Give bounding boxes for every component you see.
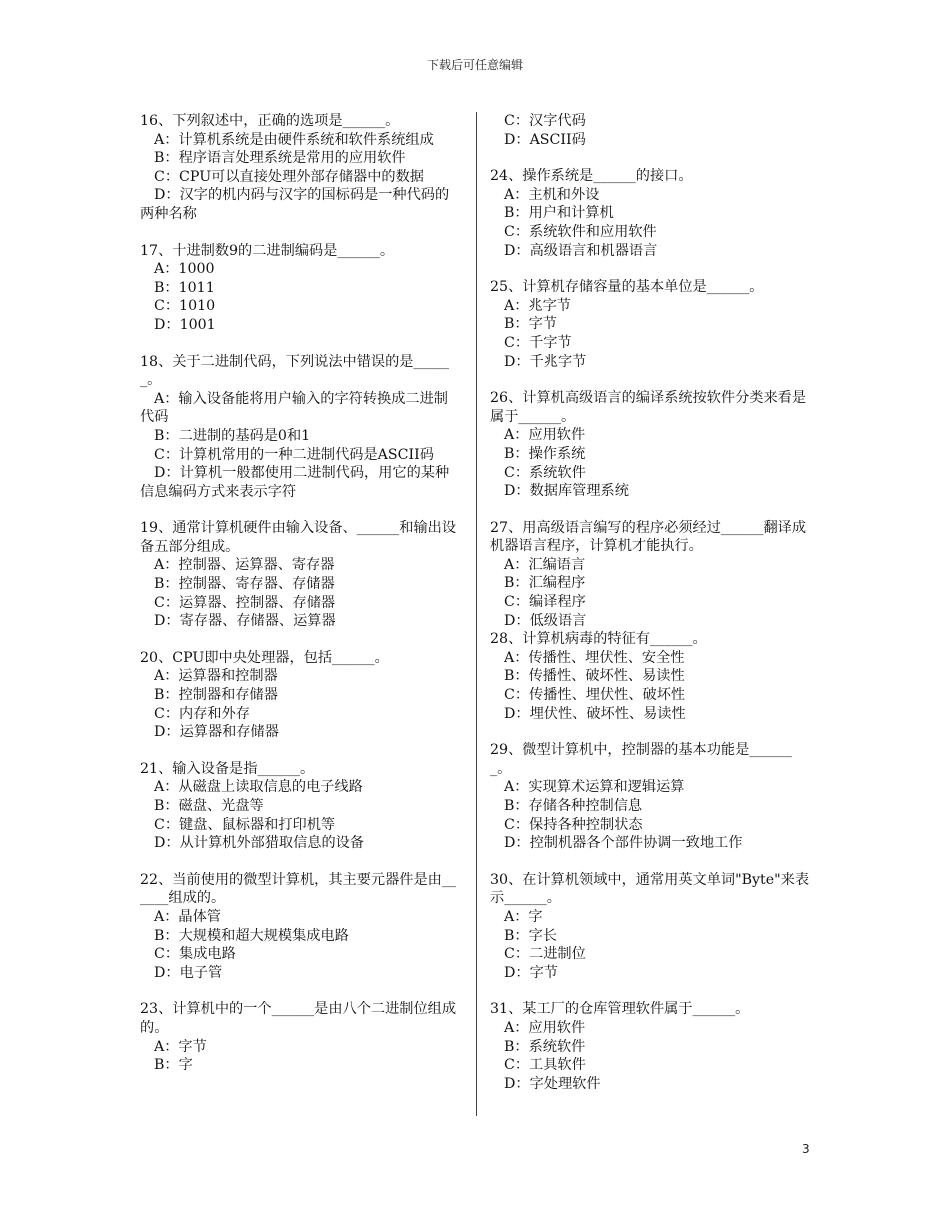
option-c: C：内存和外存: [154, 705, 250, 722]
option-d: D：字节: [504, 964, 558, 981]
option-d: D：ASCII码: [504, 131, 586, 148]
question-number: 23: [140, 1001, 159, 1018]
option-d: D：埋伏性、破坏性、易读性: [504, 705, 686, 722]
option-b: B：系统软件: [504, 1038, 586, 1055]
question-number: 30: [490, 871, 509, 888]
page-header: 下载后可任意编辑: [426, 58, 523, 72]
option-a: A：应用软件: [504, 427, 586, 444]
question-text: [140, 242, 462, 261]
question-text: [490, 871, 812, 908]
left-column: [140, 112, 462, 1075]
page-number: 3: [802, 1142, 810, 1156]
question-number: 16: [140, 113, 159, 129]
option-c: C：传播性、埋伏性、破坏性: [504, 687, 686, 704]
option-d: D：控制机器各个部件协调一致地工作: [504, 835, 743, 852]
option-a: A：应用软件: [504, 1019, 586, 1036]
question-26: [490, 389, 812, 501]
question-25: [490, 278, 812, 371]
question-number: 29: [490, 742, 509, 759]
question-stem: 、计算机高级语言的编译系统按软件分类来看是属于______。: [490, 390, 807, 425]
option-a: A：主机和外设: [504, 186, 600, 203]
option-a: A：实现算术运算和逻辑运算: [504, 779, 685, 796]
question-text: [140, 353, 462, 390]
question-number: 22: [140, 871, 159, 888]
question-number: 25: [490, 279, 509, 296]
option-b: B：二进制的基码是0和1: [154, 427, 311, 444]
question-stem: 、用高级语言编写的程序必须经过______翻译成机器语言程序，计算机才能执行。: [490, 519, 807, 555]
option-d: D：低级语言: [504, 612, 587, 629]
question-23-continued: [490, 112, 812, 149]
option-c: C：1010: [154, 298, 216, 315]
option-c: C：系统软件和应用软件: [504, 223, 657, 240]
option-b: B：控制器和存储器: [154, 687, 278, 704]
option-c: C：二进制位: [504, 946, 586, 963]
option-b: B：1011: [154, 279, 215, 296]
question-text: [490, 389, 812, 426]
question-stem: 、CPU即中央处理器，包括______。: [158, 649, 389, 666]
option-b: B：汇编程序: [504, 575, 586, 592]
option-a: A：字节: [154, 1038, 207, 1055]
question-stem: 、下列叙述中，正确的选项是______。: [158, 113, 400, 129]
option-d: D：数据库管理系统: [504, 483, 629, 500]
question-stem: 、在计算机领域中，通常用英文单词"Byte"来表示______。: [490, 871, 810, 907]
question-stem: 、计算机存储容量的基本单位是______。: [508, 279, 764, 296]
question-text: [490, 630, 812, 649]
question-number: 27: [490, 519, 509, 536]
option-d: D：电子管: [154, 964, 223, 981]
option-a: A：从磁盘上读取信息的电子线路: [154, 779, 363, 796]
option-b: B：磁盘、光盘等: [154, 798, 264, 814]
question-number: 28: [490, 631, 509, 648]
question-30: [490, 871, 812, 983]
option-d: D：计算机一般都使用二进制代码，用它的某种信息编码方式来表示字符: [140, 465, 450, 500]
option-b: B：字长: [504, 927, 557, 944]
option-a: A：晶体管: [154, 908, 221, 925]
option-c: C：工具软件: [504, 1057, 586, 1074]
question-number: 26: [490, 390, 509, 407]
option-b: B：操作系统: [504, 445, 586, 462]
question-number: 21: [140, 760, 159, 777]
option-c: C：保持各种控制状态: [504, 816, 643, 833]
option-c: C：千字节: [504, 334, 572, 351]
question-21: [140, 760, 462, 853]
question-number: 18: [140, 353, 159, 370]
column-divider: [476, 112, 477, 1116]
question-stem: 、计算机中的一个______是由八个二进制位组成的。: [140, 1001, 457, 1036]
question-text: [490, 741, 812, 778]
question-number: 19: [140, 520, 159, 537]
question-17: [140, 242, 462, 335]
question-text: [140, 1000, 462, 1037]
option-b: B：存储各种控制信息: [504, 798, 643, 814]
option-b: B：传播性、破坏性、易读性: [504, 668, 685, 685]
question-23: [140, 1000, 462, 1074]
option-d: D：从计算机外部猎取信息的设备: [154, 835, 365, 852]
option-a: A：汇编语言: [504, 556, 586, 573]
option-d: D：千兆字节: [504, 353, 587, 370]
option-d: D：1001: [154, 316, 216, 333]
option-a: A：传播性、埋伏性、安全性: [504, 649, 685, 666]
option-a: A：输入设备能将用户输入的字符转换成二进制代码: [140, 390, 448, 426]
option-a: A：计算机系统是由硬件系统和软件系统组成: [154, 131, 434, 148]
question-text: [140, 649, 462, 668]
option-b: B：字节: [504, 316, 557, 333]
question-28: [490, 630, 812, 723]
question-16: [140, 112, 462, 224]
option-d: D：高级语言和机器语言: [504, 242, 658, 259]
question-27: [490, 519, 812, 631]
question-29: [490, 741, 812, 853]
question-stem: 、关于二进制代码，下列说法中错误的是______。: [140, 353, 449, 389]
question-text: [490, 278, 812, 297]
option-c: C：编译程序: [504, 594, 586, 611]
question-22: [140, 871, 462, 983]
option-c: C：集成电路: [154, 946, 236, 963]
question-text: [490, 167, 812, 186]
option-b: B：大规模和超大规模集成电路: [154, 927, 349, 944]
question-number: 17: [140, 242, 159, 259]
option-a: A：字: [504, 908, 543, 925]
question-24: [490, 167, 812, 260]
option-c: C：汉字代码: [504, 113, 586, 129]
option-a: A：运算器和控制器: [154, 668, 278, 685]
question-stem: 、十进制数9的二进制编码是______。: [158, 242, 395, 259]
option-c: C：系统软件: [504, 464, 586, 481]
question-19: [140, 519, 462, 631]
question-text: [140, 871, 462, 908]
right-column: [490, 112, 812, 1093]
option-d: D：运算器和存储器: [154, 724, 279, 741]
question-stem: 、当前使用的微型计算机，其主要元器件是由______组成的。: [140, 871, 457, 907]
question-stem: 、操作系统是______的接口。: [508, 168, 693, 185]
option-d: D：字处理软件: [504, 1075, 601, 1092]
option-c: C：CPU可以直接处理外部存储器中的数据: [154, 168, 424, 185]
question-text: [140, 760, 462, 779]
option-c: C：计算机常用的一种二进制代码是ASCII码: [154, 446, 434, 463]
question-text: [140, 112, 462, 131]
question-number: 20: [140, 649, 159, 666]
question-text: [490, 1000, 812, 1019]
option-d: D：寄存器、存储器、运算器: [154, 613, 336, 630]
option-b: B：程序语言处理系统是常用的应用软件: [154, 150, 406, 167]
option-b: B：字: [154, 1057, 193, 1074]
question-18: [140, 353, 462, 502]
question-20: [140, 649, 462, 742]
question-text: [140, 519, 462, 556]
option-a: A：1000: [154, 261, 215, 278]
question-number: 24: [490, 168, 509, 185]
option-a: A：控制器、运算器、寄存器: [154, 557, 335, 574]
question-stem: 、计算机病毒的特征有______。: [508, 631, 707, 648]
question-text: [490, 519, 812, 556]
question-stem: 、输入设备是指______。: [158, 760, 315, 777]
question-number: 31: [490, 1001, 509, 1018]
option-a: A：兆字节: [504, 297, 571, 314]
option-c: C：键盘、鼠标器和打印机等: [154, 816, 336, 833]
question-stem: 、微型计算机中，控制器的基本功能是_______。: [490, 742, 792, 777]
option-c: C：运算器、控制器、存储器: [154, 594, 336, 611]
question-31: [490, 1000, 812, 1093]
option-b: B：用户和计算机: [504, 205, 614, 222]
option-d: D：汉字的机内码与汉字的国标码是一种代码的两种名称: [140, 187, 450, 222]
option-b: B：控制器、寄存器、存储器: [154, 576, 335, 593]
question-stem: 、通常计算机硬件由输入设备、______和输出设备五部分组成。: [140, 520, 457, 555]
question-stem: 、某工厂的仓库管理软件属于______。: [508, 1001, 750, 1018]
